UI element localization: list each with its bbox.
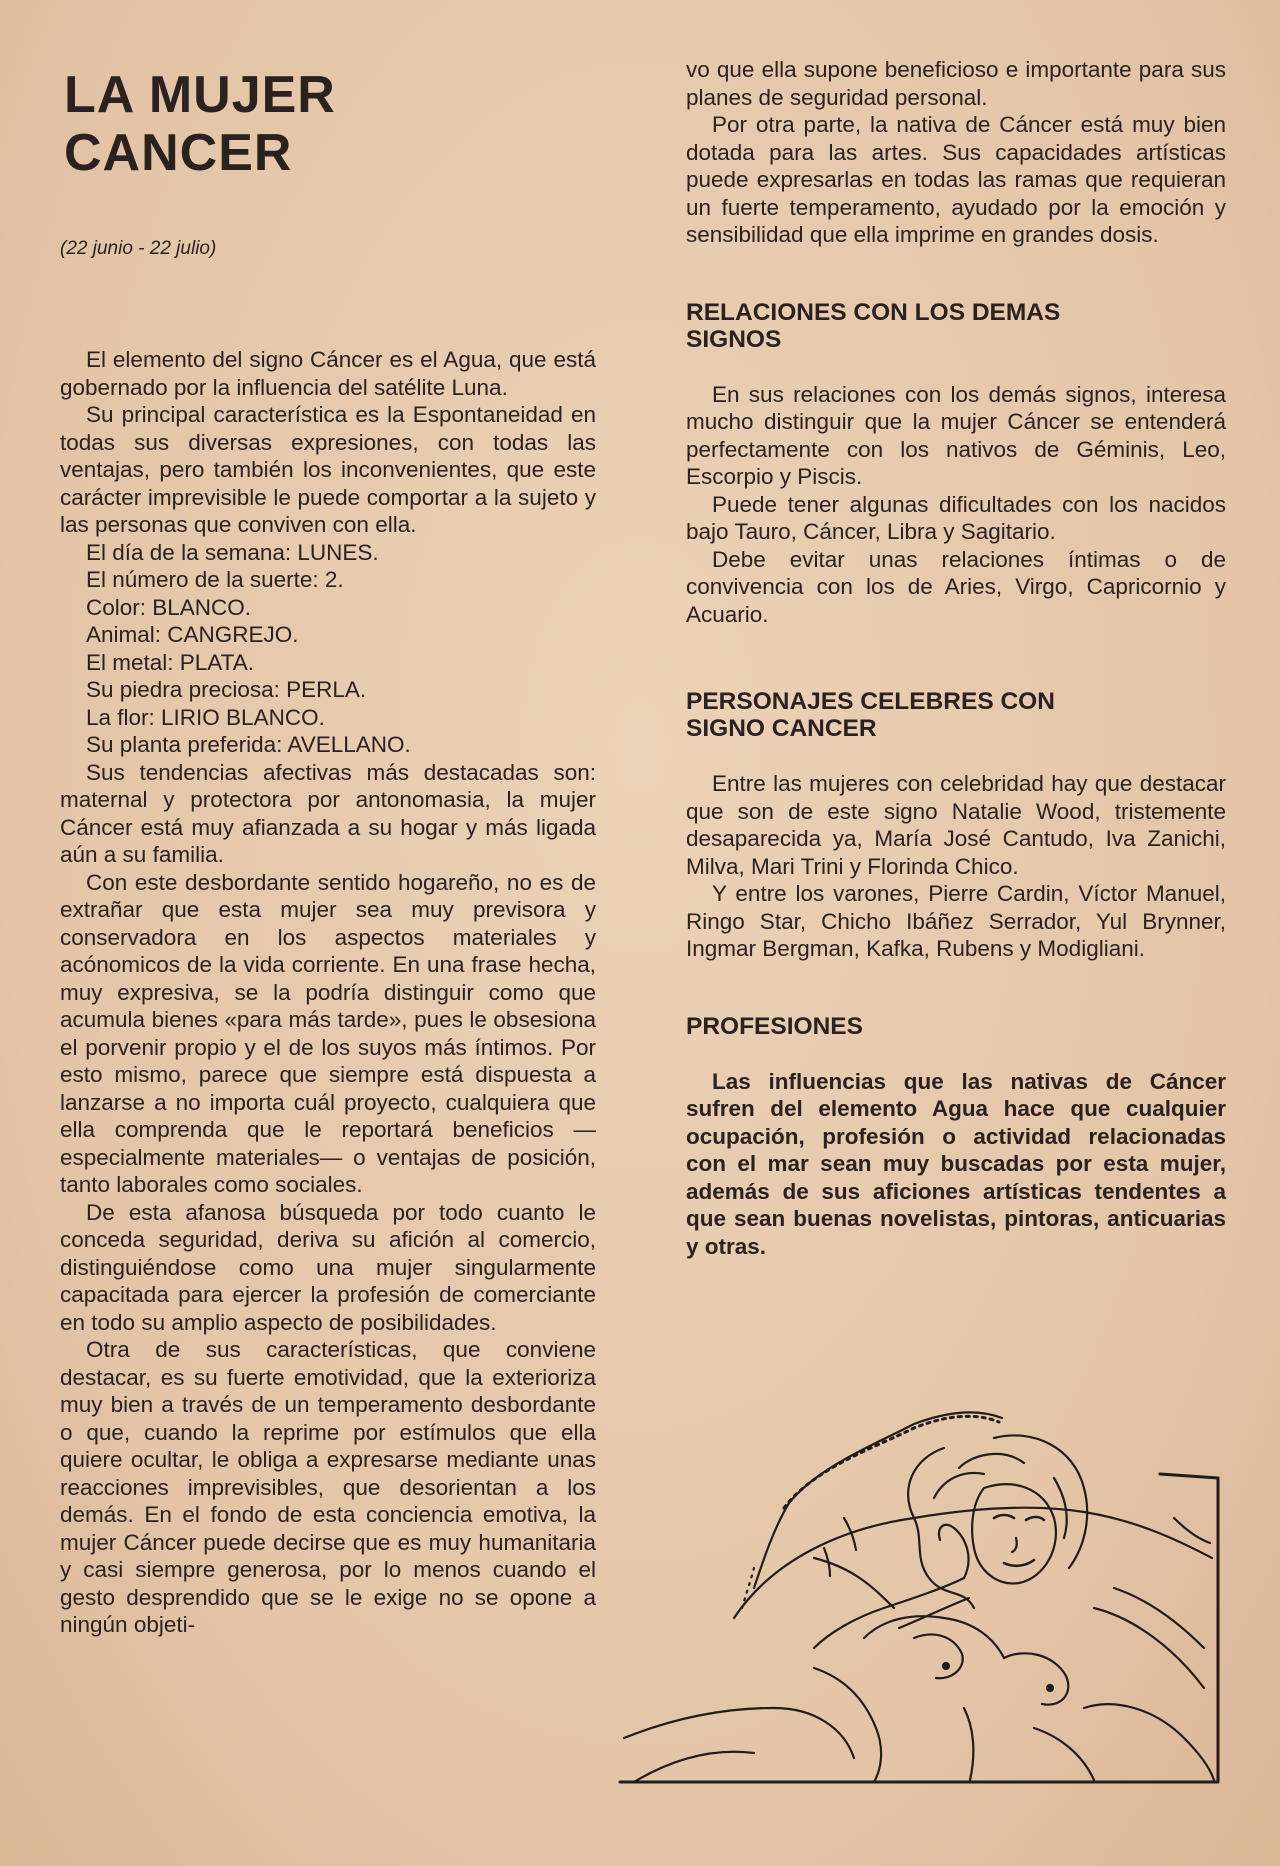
section-body: [686, 1068, 1226, 1261]
section-body: [686, 770, 1226, 963]
heading-line: PERSONAJES CELEBRES CON: [686, 688, 1055, 715]
list-item: La flor: LIRIO BLANCO.: [86, 704, 325, 730]
section-body: [686, 381, 1226, 629]
list-item: Color: BLANCO.: [86, 594, 252, 620]
paragraph: Y entre los varones, Pierre Cardin, Víctor Manuel, Ringo Star, Chicho Ibáñez Serrador, Yul Brynner, Ingmar Bergman, Kafka, Rubens y Modigliani.: [686, 881, 1226, 961]
paragraph: En sus relaciones con los demás signos, interesa mucho distinguir que la mujer Cáncer se entenderá perfectamente con los nativos de Géminis, Leo, Escorpio y Piscis.: [686, 381, 1226, 489]
woman-in-bed-drawing-icon: [614, 1408, 1224, 1786]
section-personajes: [686, 688, 1226, 963]
list-item: Su piedra preciosa: PERLA.: [86, 677, 367, 702]
title-line-1: LA MUJER: [64, 66, 336, 124]
paragraph: De esta afanosa búsqueda por todo cuanto le conceda seguridad, deriva su afición al comercio, distinguiéndose como una mujer singularmente capacitada para ejercer la profesión de comerciante en todo su amplio aspecto de posibilidades.: [60, 1199, 596, 1335]
section-relaciones: [686, 299, 1226, 629]
heading-line: SIGNOS: [686, 325, 782, 353]
left-body: [60, 346, 596, 1639]
right-column: [686, 56, 1226, 1260]
paragraph: Con este desbordante sentido hogareño, no es de extrañar que esta mujer sea muy previsora y conservadora en los aspectos materiales y acónomicos de la vida corriente. En una frase hecha, muy expresiva, se la podría distinguir como que acumula bienes «para más tarde», pues le obsesiona el porvenir propio y el de los suyos más íntimos. Por esto mismo, parece que siempre está dispuesta a lanzarse a no importa cuál proyecto, cualquiera que ella comprenda que le reportará beneficios —especialmente materiales— o ventajas de posición, tanto laborales como sociales.: [60, 869, 596, 1197]
paragraph: Otra de sus características, que conviene destacar, es su fuerte emotividad, que la exterioriza muy bien a través de un temperamento desbordante o que, cuando la reprime por estímulos que ella quiere ocultar, le obliga a expresarse mediante unas reacciones imprevisibles, que desorientan a los demás. En el fondo de esta conciencia emotiva, la mujer Cáncer puede decirse que es muy humanitaria y casi siempre generosa, por lo menos cuando el gesto desprendido que se le exige no se opone a ningún objeti-: [60, 1337, 596, 1637]
paragraph: Las influencias que las nativas de Cáncer sufren del elemento Agua hace que cualquier ocupación, profesión o actividad relacionadas con el mar sean muy buscadas por esta mujer, además de sus aficiones artísticas tendentes a que sean buenas novelistas, pintoras, anticuarias y otras.: [686, 1068, 1226, 1259]
date-range: (22 junio - 22 julio): [60, 238, 217, 259]
heading-line: RELACIONES CON LOS DEMAS: [686, 298, 1061, 326]
left-column: [60, 60, 596, 1639]
section-heading: [686, 688, 1226, 742]
paragraph: Debe evitar unas relaciones íntimas o de convivencia con los de Aries, Virgo, Capricornio y Acuario.: [686, 546, 1226, 627]
heading-line: SIGNO CANCER: [686, 715, 877, 742]
list-item: Su planta preferida: AVELLANO.: [86, 732, 411, 757]
section-heading: PROFESIONES: [686, 1012, 863, 1040]
section-heading: [686, 299, 1226, 353]
title-line-2: CANCER: [64, 124, 293, 182]
paragraph: El elemento del signo Cáncer es el Agua, que está gobernado por la influencia del satélite Luna.: [60, 347, 596, 400]
list-item: El número de la suerte: 2.: [86, 567, 344, 592]
paragraph: Entre las mujeres con celebridad hay que destacar que son de este signo Natalie Wood, tristemente desaparecida ya, María José Cantudo, Iva Zanichi, Milva, Mari Trini y Florinda Chico.: [686, 771, 1226, 879]
list-item: El día de la semana: LUNES.: [86, 539, 379, 565]
paragraph: vo que ella supone beneficioso e importante para sus planes de seguridad personal.: [686, 57, 1226, 110]
article-title: [64, 66, 596, 182]
list-item: Animal: CANGREJO.: [86, 622, 299, 647]
continuation-text: [686, 56, 1226, 249]
paragraph: Puede tener algunas dificultades con los nacidos bajo Tauro, Cáncer, Libra y Sagitario.: [686, 491, 1226, 544]
section-profesiones: [686, 1013, 1226, 1261]
paragraph: Su principal característica es la Espontaneidad en todas sus diversas expresiones, con todas las ventajas, pero también los inconvenientes, que este carácter imprevisible le puede comportar a la sujeto y las personas que conviven con ella.: [60, 402, 596, 537]
list-item: El metal: PLATA.: [86, 649, 254, 675]
paragraph: Por otra parte, la nativa de Cáncer está muy bien dotada para las artes. Sus capacidades artísticas puede expresarlas en todas las ramas que requieran un fuerte temperamento, ayudado por la emoción y sensibilidad que ella imprime en grandes dosis.: [686, 112, 1226, 247]
paragraph: Sus tendencias afectivas más destacadas son: maternal y protectora por antonomasia, la mujer Cáncer está muy afianzada a su hogar y más ligada aún a su familia.: [60, 759, 596, 867]
